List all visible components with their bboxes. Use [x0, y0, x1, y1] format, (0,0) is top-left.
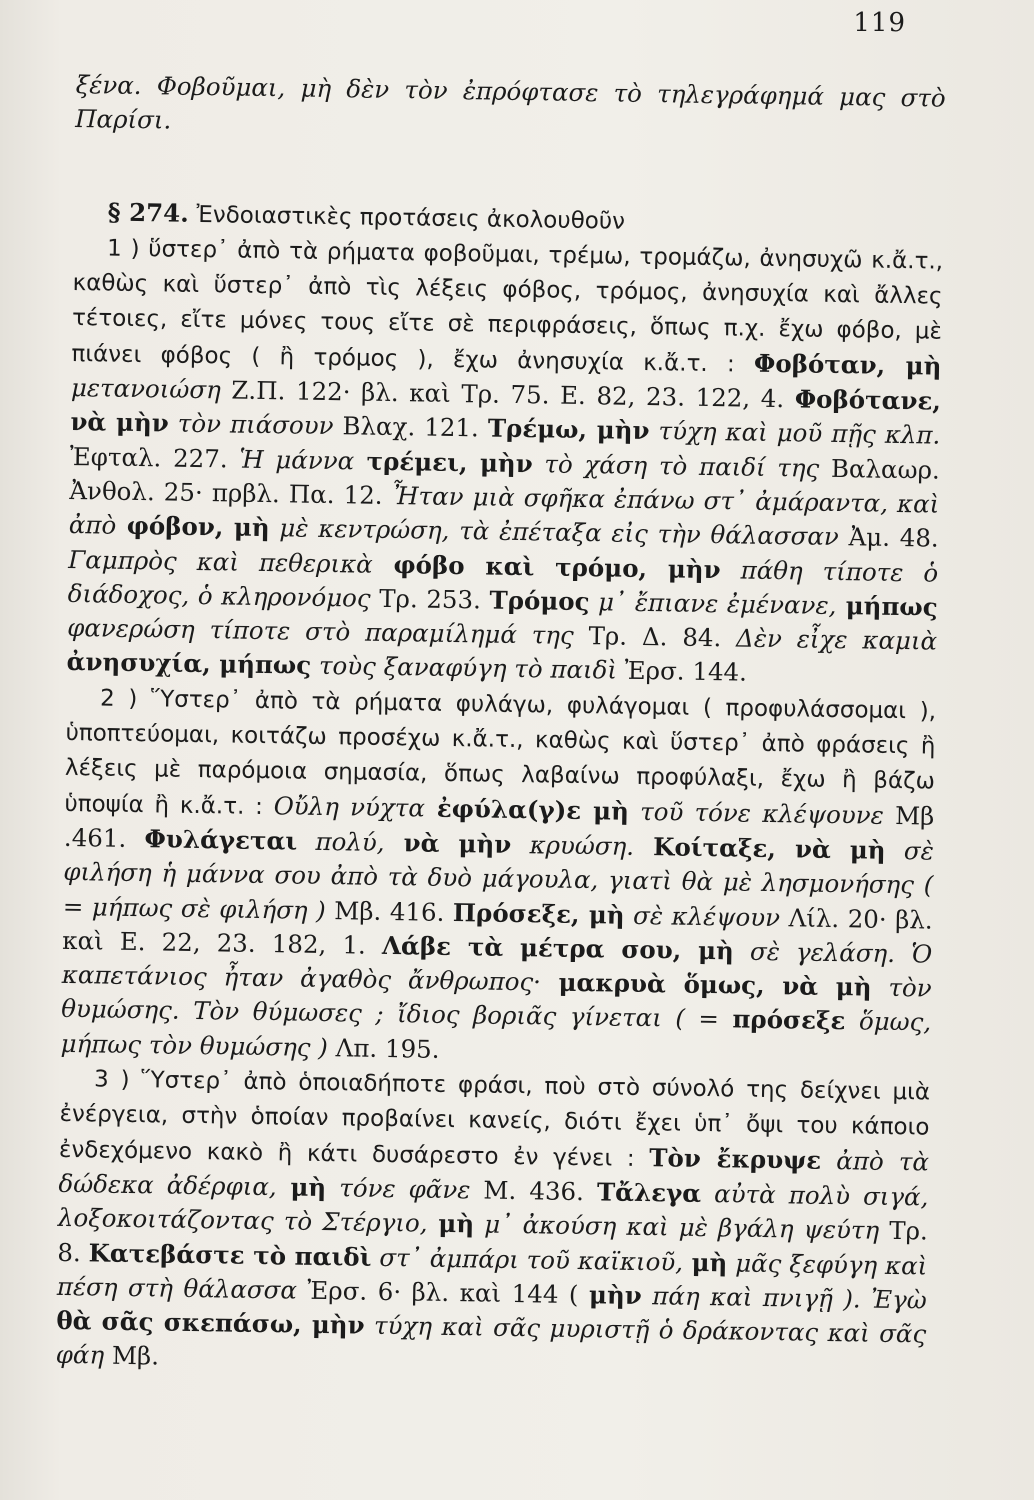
section-title: Ἐνδοιαστικὲς προτάσεις ἀκολουθοῦν	[196, 201, 626, 235]
item-1	[66, 230, 943, 693]
item-2-seg: τοῦ τόνε κλέψουνε	[628, 796, 885, 830]
item-3	[56, 1061, 931, 1386]
item-3-seg: Τἄλεγα	[596, 1177, 702, 1208]
item-2-seg: ἐφύλα(γ)ε μὴ	[424, 793, 630, 826]
item-2-seg: πρόσεξε	[732, 1004, 846, 1036]
item-3-seg: Κατεβάστε τὸ παιδὶ	[88, 1237, 372, 1272]
item-2-seg: κρυώση.	[511, 829, 635, 861]
item-1-seg: Ἐρσ. 144.	[616, 656, 748, 688]
item-1-seg: τὸ χάση τὸ παιδί της	[532, 448, 820, 483]
item-3-seg: Μ. 436.	[470, 1175, 598, 1207]
item-1-seg: μὲ κεντρώση, τὰ ἐπέταξα εἰς τὴν θάλασσαν	[269, 513, 840, 552]
item-3-seg: Μβ.	[103, 1340, 160, 1371]
item-2-seg: τὸν θυμώσης. Τὸν θύμωσες ; ἴδιος βοριᾶς γίνεται ( =	[60, 972, 932, 1034]
item-2	[60, 680, 936, 1075]
item-2-intro: 2 ) Ὕστερ᾽ ἀπὸ τὰ ρήματα φυλάγω, φυλάγομαι ( προφυλάσσομαι ), ὑποπτεύομαι, κοιτάζω προσέχω κ.ἄ.τ., καθὼς καὶ ὕστερ᾽ ἀπὸ φράσεις ἢ λέξεις μὲ παρόμοια σημασία, ὅπως λαβαίνω προφύλαξι, ἔχω ἢ βάζω ὑποψία ἢ κ.ἄ.τ. :	[64, 685, 937, 820]
item-3-seg: μὴ	[682, 1247, 728, 1277]
item-3-seg: μὴ	[427, 1208, 475, 1239]
item-3-seg: μὴν	[588, 1280, 643, 1310]
item-3-seg: Τρ. 8.	[57, 1215, 929, 1267]
item-3-seg: στ᾽ ἀμπάρι τοῦ καϊκιοῦ,	[371, 1242, 684, 1277]
item-2-seg: σὲ φιλήση ἡ μάννα σου ἀπὸ τὰ δυὸ μάγουλα, γιατὶ θὰ μὲ λησμονήσης ( = μήπως σὲ φιλήση )	[62, 835, 935, 925]
page-number: 119	[853, 8, 906, 38]
item-1-seg: μετανοιώση	[70, 373, 222, 405]
item-1-seg: τρέμει, μὴν	[353, 446, 533, 478]
item-1-seg: Φοβόταν, μὴ	[753, 348, 942, 381]
item-2-seg: πολύ,	[296, 826, 385, 857]
top-fragment: ξένα. Φοβοῦμαι, μὴ δὲν τὸν ἐπρόφτασε τὸ τηλεγράφημά μας στὸ Παρίσι.	[74, 69, 946, 135]
item-3-intro: 3 ) Ὕστερ᾽ ἀπὸ ὁποιαδήποτε φράσι, ποὺ στὸ σύνολό της δείχνει μιὰ ἐνέργεια, στὴν ὁποίαν προβαίνει κανείς, διότι ἔχει ὑπ᾽ ὄψι του κάποιο ἐνδεχόμενο κακὸ ἢ κάτι δυσάρεστο ἐν γένει :	[58, 1066, 931, 1172]
item-2-seg: σὲ γελάση. Ὁ καπετάνιος ἦταν ἀγαθὸς ἄνθρωπος·	[61, 936, 933, 997]
item-3-seg: Τὸν ἔκρυψε	[649, 1142, 822, 1175]
item-2-seg: Μβ .461.	[63, 800, 935, 854]
item-1-intro: 1 ) ὕστερ᾽ ἀπὸ τὰ ρήματα φοβοῦμαι, τρέμω, τρομάζω, ἀνησυχῶ κ.ἄ.τ., καθὼς καὶ ὕστερ᾽ ἀπὸ τὶς λέξεις φόβος, τρόμος, ἀνησυχία καὶ ἄλλες τέτοιες, εἴτε μόνες τους εἴτε σὲ περιφράσεις, ὅπως π.χ. ἔχω φόβο, μὲ πιάνει φόβος ( ἢ τρόμος ), ἔχω ἀνησυχία κ.ἄ.τ. :	[71, 235, 944, 378]
item-1-seg: Φοβότανε, νὰ μὴν	[70, 384, 942, 438]
item-3-seg: μ᾽ ἀκούση καὶ μὲ βγάλη ψεύτη	[473, 1209, 880, 1245]
item-1-seg: τὸν πιάσουν	[168, 408, 334, 441]
section-number: § 274.	[107, 197, 189, 228]
item-1-seg: Ἐφταλ. 227.	[69, 441, 240, 474]
item-1-seg: φόβον, μὴ	[115, 510, 270, 543]
item-2-seg: μακρυὰ ὅμως, νὰ μὴ	[540, 967, 872, 1002]
item-2-seg: Λπ. 195.	[327, 1032, 440, 1064]
item-1-seg: Γαμπρὸς καὶ πεθερικὰ	[68, 544, 373, 579]
item-1-seg: Ζ.Π. 122· βλ. καὶ Τρ. 75. Ε. 82, 23. 122, 4.	[220, 375, 796, 414]
item-1-seg: Ἀμ. 48.	[838, 522, 939, 553]
item-2-seg: ὅμως, μήπως τὸν θυμώσης )	[60, 1006, 932, 1062]
item-2-seg: Πρόσεξε, μὴ	[452, 897, 625, 930]
item-1-seg: Τρ. Δ. 84.	[573, 621, 737, 653]
item-1-seg: πάθη τίποτε ὁ διάδοχος, ὁ κληρονόμος	[67, 554, 939, 613]
item-3-seg: τόνε φᾶνε	[326, 1172, 471, 1205]
item-3-seg: πάη καὶ πνιγῇ ). Ἐγὼ	[641, 1280, 927, 1315]
item-3-seg: μὴ	[276, 1172, 327, 1202]
item-3-seg: αὐτὰ πολὺ σιγά, λοξοκοιτάζοντας τὸ Στέργιο,	[57, 1178, 929, 1238]
item-1-seg: Δὲν εἶχε καμιὰ	[735, 623, 938, 656]
item-1-seg: Τρέμω, μὴν	[487, 413, 650, 446]
item-1-seg: Ἦταν μιὰ σφῆκα ἐπάνω στ᾽ ἀμάραντα, καὶ ἀπὸ	[68, 480, 940, 540]
item-1-seg: μήπως	[836, 590, 938, 622]
body-text	[56, 68, 946, 1386]
item-3-seg: τύχη καὶ σᾶς μυριστῇ ὁ δράκοντας καὶ σᾶς φάη	[55, 1310, 927, 1370]
item-2-seg: νὰ μὴν	[384, 827, 512, 859]
item-1-seg: Βαλαωρ. Ἀνθολ. 25· πρβλ. Πα. 12.	[69, 453, 941, 510]
item-1-seg: ἀνησυχία, μήπως	[66, 647, 312, 681]
item-3-seg: ἀπὸ τὰ δώδεκα ἀδέρφια,	[58, 1145, 930, 1202]
item-2-seg: Οὔλη νύχτα	[273, 790, 426, 823]
item-3-seg: θὰ σᾶς σκεπάσω, μὴν	[56, 1305, 365, 1340]
item-1-seg: τύχη καὶ μοῦ πῇς κλπ.	[649, 416, 941, 450]
item-1-seg: Τρ. 253.	[370, 583, 490, 615]
item-3-seg: Ἐρσ. 6· βλ. καὶ 144 (	[296, 1275, 590, 1310]
item-1-seg: τοὺς ξαναφύγη τὸ παιδὶ	[310, 651, 618, 686]
item-2-seg: Λάβε τὰ μέτρα σου, μὴ	[381, 930, 735, 966]
item-1-seg: φανερώση τίποτε στὸ παραμίλημά της	[66, 613, 574, 651]
item-3-seg: μᾶς ξεφύγη καὶ πέση στὴ θάλασσα	[56, 1247, 928, 1305]
item-2-seg: σὲ κλέψουν	[624, 900, 781, 932]
item-2-seg: Κοίταξε, νὰ μὴ	[633, 831, 886, 865]
item-2-seg: Μβ. 416.	[325, 895, 454, 927]
item-1-seg: Βλαχ. 121.	[333, 411, 489, 443]
item-2-seg: Φυλάγεται	[144, 824, 298, 856]
item-1-seg: Τρόμος	[489, 585, 590, 616]
item-2-seg: Λίλ. 20· βλ. καὶ Ε. 22, 23. 182, 1.	[62, 902, 933, 960]
item-1-seg: φόβο καὶ τρόμο, μὴν	[372, 549, 721, 584]
item-1-seg: Ἡ μάννα	[239, 444, 355, 476]
item-1-seg: μ᾽ ἔπιανε ἐμένανε,	[589, 586, 837, 620]
